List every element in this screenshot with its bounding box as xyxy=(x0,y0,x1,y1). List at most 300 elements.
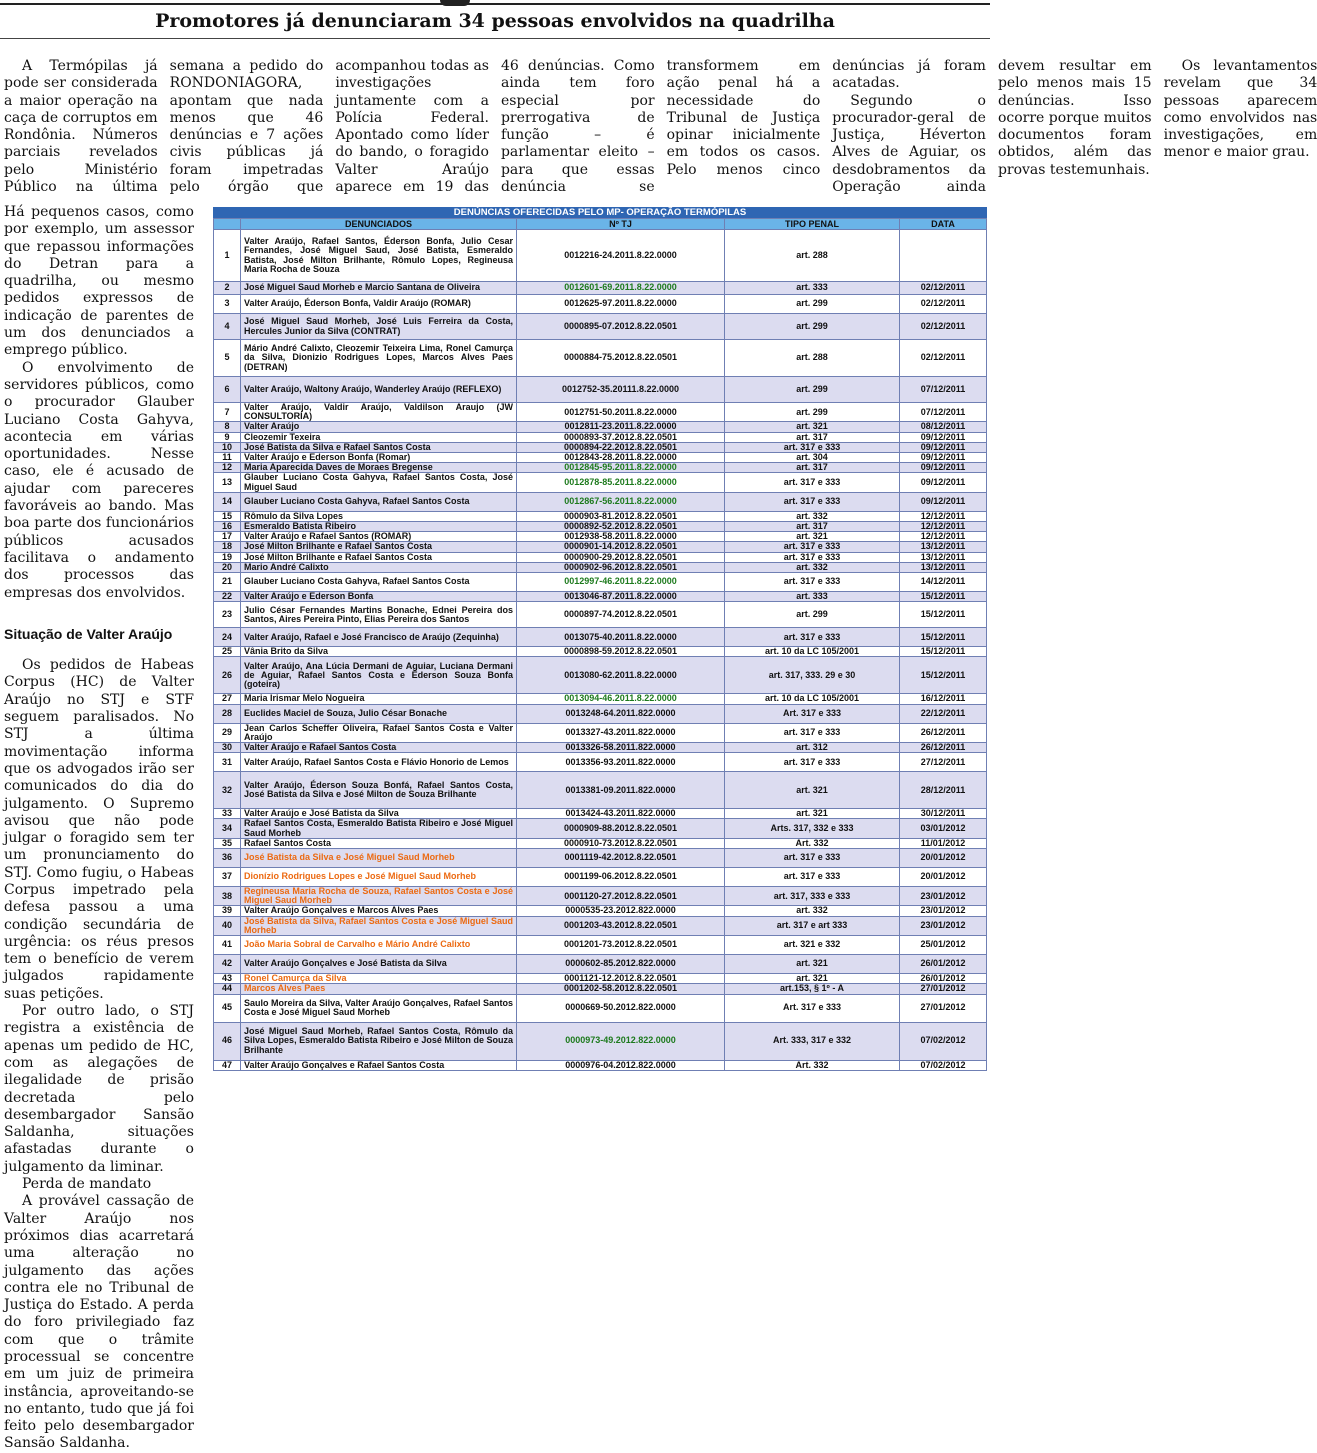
row-tipo-penal: art. 317 e 333 xyxy=(725,753,900,772)
table-row xyxy=(214,906,987,916)
row-tipo-penal: art. 332 xyxy=(725,906,900,916)
row-process-number: 0013248-64.2011.822.0000 xyxy=(517,704,725,723)
row-denunciados: Valter Araújo e Ederson Bonfa (Romar) xyxy=(241,453,517,463)
headline: Promotores já denunciaram 34 pessoas envolvidos na quadrilha xyxy=(155,10,835,32)
row-tipo-penal: art. 317 e 333 xyxy=(725,442,900,452)
row-process-number: 0000903-81.2012.8.22.0501 xyxy=(517,511,725,521)
row-date: 02/12/2011 xyxy=(900,314,987,340)
row-denunciados: Saulo Moreira da Silva, Valter Araújo Gonçalves, Rafael Santos Costa e José Miguel Saud Morheb xyxy=(241,994,517,1022)
row-denunciados: João Maria Sobral de Carvalho e Mário André Calixto xyxy=(241,936,517,955)
row-process-number: 0000902-96.2012.8.22.0501 xyxy=(517,562,725,572)
table-row xyxy=(214,403,987,422)
row-denunciados: Mario André Calixto xyxy=(241,562,517,572)
row-tipo-penal: Arts. 317, 332 e 333 xyxy=(725,819,900,838)
row-tipo-penal: Art. 332 xyxy=(725,1060,900,1070)
row-tipo-penal: art. 317 xyxy=(725,463,900,473)
row-date: 30/12/2011 xyxy=(900,809,987,819)
table-row xyxy=(214,1060,987,1070)
row-denunciados: Glauber Luciano Costa Gahyva, Rafael Santos Costa xyxy=(241,573,517,592)
row-denunciados: Ronel Camurça da Silva xyxy=(241,974,517,984)
row-date: 27/01/2012 xyxy=(900,994,987,1022)
row-tipo-penal: art. 317 e 333 xyxy=(725,849,900,868)
row-process-number: 0000602-85.2012.822.0000 xyxy=(517,955,725,974)
table-row xyxy=(214,314,987,340)
row-denunciados: Glauber Luciano Costa Gahyva, Rafael Santos Costa, José Miguel Saud xyxy=(241,473,517,492)
row-denunciados: Valter Araújo e Rafael Santos (ROMAR) xyxy=(241,532,517,542)
row-date: 09/12/2011 xyxy=(900,492,987,511)
row-date: 12/12/2011 xyxy=(900,522,987,532)
complaints-table xyxy=(213,207,987,1071)
table-row xyxy=(214,809,987,819)
table-row xyxy=(214,1022,987,1060)
row-tipo-penal: art. 321 xyxy=(725,422,900,432)
row-tipo-penal: Art. 317 e 333 xyxy=(725,994,900,1022)
masthead-rule xyxy=(0,0,990,6)
row-denunciados: José Milton Brilhante e Rafael Santos Costa xyxy=(241,542,517,552)
row-tipo-penal: art. 288 xyxy=(725,340,900,377)
row-date: 12/12/2011 xyxy=(900,532,987,542)
left-paragraph-5: Perda de mandato xyxy=(22,1176,152,1193)
row-process-number: 0000901-14.2012.8.22.0501 xyxy=(517,542,725,552)
row-date: 26/01/2012 xyxy=(900,955,987,974)
table-row xyxy=(214,887,987,906)
table-row xyxy=(214,916,987,935)
row-date: 13/12/2011 xyxy=(900,542,987,552)
row-date: 26/01/2012 xyxy=(900,974,987,984)
row-process-number: 0001119-42.2012.8.22.0501 xyxy=(517,849,725,868)
row-tipo-penal: art. 317 e art 333 xyxy=(725,916,900,935)
left-column xyxy=(4,204,194,1452)
row-date: 28/12/2011 xyxy=(900,772,987,809)
row-denunciados: Valter Araújo, Rafael Santos, Éderson Bonfa, Julio Cesar Fernandes, José Miguel Saud, José Batista, Esmeraldo Batista, José Milton Brilhante, Rômulo Lopes, Regineusa Maria Rocha de Souza xyxy=(241,230,517,282)
row-denunciados: Valter Araújo e José Batista da Silva xyxy=(241,809,517,819)
row-process-number: 0000909-88.2012.8.22.0501 xyxy=(517,819,725,838)
row-date: 07/12/2011 xyxy=(900,403,987,422)
row-number: 32 xyxy=(214,772,241,809)
row-date: 27/12/2011 xyxy=(900,753,987,772)
row-tipo-penal: art. 321 xyxy=(725,809,900,819)
row-denunciados: Marcos Alves Paes xyxy=(241,984,517,994)
row-denunciados: Valter Araújo Gonçalves e Marcos Alves Paes xyxy=(241,906,517,916)
row-process-number: 0012843-28.2011.8.22.0000 xyxy=(517,453,725,463)
table-row xyxy=(214,753,987,772)
row-process-number: 0012752-35.20111.8.22.0000 xyxy=(517,377,725,403)
row-date: 02/12/2011 xyxy=(900,295,987,314)
table-row xyxy=(214,955,987,974)
row-denunciados: Esmeraldo Batista Ribeiro xyxy=(241,522,517,532)
table-row xyxy=(214,552,987,562)
row-tipo-penal: art. 332 xyxy=(725,511,900,521)
row-process-number: 0013326-58.2011.822.0000 xyxy=(517,743,725,753)
row-date: 09/12/2011 xyxy=(900,432,987,442)
row-date: 23/01/2012 xyxy=(900,906,987,916)
row-process-number: 0001202-58.2012.8.22.0501 xyxy=(517,984,725,994)
row-date: 23/01/2012 xyxy=(900,887,987,906)
row-denunciados: Jean Carlos Scheffer Oliveira, Rafael Santos Costa e Valter Araújo xyxy=(241,723,517,742)
table-row xyxy=(214,340,987,377)
table-row xyxy=(214,463,987,473)
row-number: 20 xyxy=(214,562,241,572)
row-tipo-penal: art. 321 xyxy=(725,532,900,542)
row-number: 26 xyxy=(214,657,241,694)
table-row xyxy=(214,819,987,838)
table-row xyxy=(214,694,987,704)
row-process-number: 0000894-22.2012.8.22.0501 xyxy=(517,442,725,452)
row-process-number: 0013075-40.2011.8.22.0000 xyxy=(517,628,725,647)
row-denunciados: Maria Aparecida Daves de Moraes Bregense xyxy=(241,463,517,473)
row-process-number: 0000893-37.2012.8.22.0501 xyxy=(517,432,725,442)
row-tipo-penal: art. 317, 333. 29 e 30 xyxy=(725,657,900,694)
row-date: 02/12/2011 xyxy=(900,340,987,377)
row-denunciados: Vânia Brito da Silva xyxy=(241,647,517,657)
row-number: 39 xyxy=(214,906,241,916)
left-paragraph-3: Os pedidos de Habeas Corpus (HC) de Valter Araújo no STJ e STF seguem paralisados. No STJ a última movimentação informa que os advogados irão ser comunicados do dia do julgamento. O Supremo avisou que não pode julgar o foragido sem ter um pronunciamento do STJ. Como fugiu, o Habeas Corpus impetrado pela defesa passou a uma condição secundária de urgência: os réus presos tem o benefício de verem julgados rapidamente suas petições. xyxy=(4,657,194,1002)
row-number: 5 xyxy=(214,340,241,377)
row-process-number: 0001199-06.2012.8.22.0501 xyxy=(517,868,725,887)
row-denunciados: Rafael Santos Costa xyxy=(241,838,517,848)
row-process-number: 0013356-93.2011.822.0000 xyxy=(517,753,725,772)
row-tipo-penal: art. 333 xyxy=(725,282,900,295)
row-number: 11 xyxy=(214,453,241,463)
row-date: 07/02/2012 xyxy=(900,1022,987,1060)
row-date: 02/12/2011 xyxy=(900,282,987,295)
row-number: 38 xyxy=(214,887,241,906)
row-date: 15/12/2011 xyxy=(900,592,987,602)
row-process-number: 0000535-23.2012.822.0000 xyxy=(517,906,725,916)
row-number: 7 xyxy=(214,403,241,422)
row-process-number: 0000892-52.2012.8.22.0501 xyxy=(517,522,725,532)
row-tipo-penal: art. 10 da LC 105/2001 xyxy=(725,694,900,704)
row-process-number: 0012938-58.2011.8.22.0000 xyxy=(517,532,725,542)
row-tipo-penal: art. 304 xyxy=(725,453,900,463)
row-date: 15/12/2011 xyxy=(900,602,987,628)
intro-paragraph-1: A Termópilas já pode ser considerada a maior operação na caça de corruptos em Rondônia. Números parciais revelados pelo Ministério Público na última semana a pedido do RONDONIAGORA, apontam que nada menos que 46 denúncias e 7 ações civis públicas já foram impetradas pelo órgão que acompanhou todas as investigações juntamente com a Polícia Federal. Apontado como líder do bando, o foragido Valter Araújo aparece em 19 das 46 denúncias. Como ainda tem foro especial por prerrogativa de função – é parlamentar eleito – para que essas denúncia se transformem em ação penal há a necessidade do Tribunal de Justiça opinar inicialmente em todos os casos. Pelo menos cinco denúncias já foram acatadas. xyxy=(4,58,986,196)
headline-divider xyxy=(0,38,990,39)
row-process-number: 0000895-07.2012.8.22.0501 xyxy=(517,314,725,340)
row-number: 2 xyxy=(214,282,241,295)
row-number: 24 xyxy=(214,628,241,647)
table-row xyxy=(214,647,987,657)
row-date: 09/12/2011 xyxy=(900,453,987,463)
row-number: 41 xyxy=(214,936,241,955)
row-denunciados: Cleozemir Texeira xyxy=(241,432,517,442)
row-tipo-penal: art. 333 xyxy=(725,592,900,602)
row-number: 34 xyxy=(214,819,241,838)
row-number: 44 xyxy=(214,984,241,994)
row-date: 07/12/2011 xyxy=(900,377,987,403)
header-denunciados: DENUNCIADOS xyxy=(241,219,517,230)
row-process-number: 0000973-49.2012.822.0000 xyxy=(517,1022,725,1060)
table-row xyxy=(214,432,987,442)
table-row xyxy=(214,772,987,809)
row-denunciados: Valter Araújo e Ederson Bonfa xyxy=(241,592,517,602)
table-row xyxy=(214,974,987,984)
row-date: 12/12/2011 xyxy=(900,511,987,521)
row-number: 36 xyxy=(214,849,241,868)
row-process-number: 0000898-59.2012.8.22.0501 xyxy=(517,647,725,657)
row-denunciados: Regineusa Maria Rocha de Souza, Rafael Santos Costa e José Miguel Saud Morheb xyxy=(241,887,517,906)
row-denunciados: José Milton Brilhante e Rafael Santos Costa xyxy=(241,552,517,562)
row-number: 45 xyxy=(214,994,241,1022)
row-date: 07/02/2012 xyxy=(900,1060,987,1070)
row-number: 17 xyxy=(214,532,241,542)
row-tipo-penal: art. 288 xyxy=(725,230,900,282)
row-number: 21 xyxy=(214,573,241,592)
row-denunciados: Valter Araújo xyxy=(241,422,517,432)
table-row xyxy=(214,704,987,723)
table-row xyxy=(214,377,987,403)
row-number: 10 xyxy=(214,442,241,452)
table-row xyxy=(214,295,987,314)
table-row xyxy=(214,230,987,282)
table-row xyxy=(214,723,987,742)
row-number: 22 xyxy=(214,592,241,602)
row-process-number: 0000669-50.2012.822.0000 xyxy=(517,994,725,1022)
row-number: 30 xyxy=(214,743,241,753)
table-row xyxy=(214,511,987,521)
row-tipo-penal: art. 299 xyxy=(725,295,900,314)
row-number: 6 xyxy=(214,377,241,403)
intro-paragraph-2: Segundo o procurador-geral de Justiça, Héverton Alves de Aguiar, os desdobramentos da Operação ainda devem resultar em pelo menos mais 15 denúncias. Isso ocorre porque muitos documentos foram obtidos, além das provas testemunhais. xyxy=(832,58,1152,196)
row-process-number: 0013094-46.2011.8.22.0000 xyxy=(517,694,725,704)
row-process-number: 0012751-50.2011.8.22.0000 xyxy=(517,403,725,422)
row-date: 14/12/2011 xyxy=(900,573,987,592)
row-tipo-penal: Art. 333, 317 e 332 xyxy=(725,1022,900,1060)
row-number: 27 xyxy=(214,694,241,704)
table-row xyxy=(214,657,987,694)
row-process-number: 0001120-27.2012.8.22.0501 xyxy=(517,887,725,906)
row-process-number: 0013046-87.2011.8.22.0000 xyxy=(517,592,725,602)
row-tipo-penal: art. 10 da LC 105/2001 xyxy=(725,647,900,657)
table-row xyxy=(214,936,987,955)
row-date: 15/12/2011 xyxy=(900,657,987,694)
row-process-number: 0012878-85.2011.8.22.0000 xyxy=(517,473,725,492)
row-process-number: 0013381-09.2011.822.0000 xyxy=(517,772,725,809)
row-denunciados: Valter Araújo Gonçalves e José Batista da Silva xyxy=(241,955,517,974)
row-denunciados: Mário André Calixto, Cleozemir Teixeira Lima, Ronel Camurça da Silva, Dionizio Rodrigues Lopes, Marcos Alves Paes (DETRAN) xyxy=(241,340,517,377)
row-denunciados: Dionízio Rodrigues Lopes e José Miguel Saud Morheb xyxy=(241,868,517,887)
row-date: 11/01/2012 xyxy=(900,838,987,848)
row-date: 09/12/2011 xyxy=(900,473,987,492)
table-body xyxy=(214,230,987,1071)
table-row xyxy=(214,422,987,432)
row-number: 9 xyxy=(214,432,241,442)
row-denunciados: Valter Araújo e Rafael Santos Costa xyxy=(241,743,517,753)
row-number: 33 xyxy=(214,809,241,819)
row-denunciados: Rômulo da Silva Lopes xyxy=(241,511,517,521)
table-header-row xyxy=(214,219,987,230)
row-date: 26/12/2011 xyxy=(900,723,987,742)
row-tipo-penal: art. 312 xyxy=(725,743,900,753)
row-denunciados: Valter Araújo, Valdir Araújo, Valdilson Araujo (JW CONSULTORIA) xyxy=(241,403,517,422)
row-date xyxy=(900,230,987,282)
row-date: 15/12/2011 xyxy=(900,647,987,657)
row-denunciados: José Miguel Saud Morheb, Rafael Santos Costa, Rômulo da Silva Lopes, Esmeraldo Batista Ribeiro e José Milton de Souza Brilhante xyxy=(241,1022,517,1060)
row-tipo-penal: Art. 332 xyxy=(725,838,900,848)
table-row xyxy=(214,532,987,542)
row-number: 16 xyxy=(214,522,241,532)
row-process-number: 0013327-43.2011.822.0000 xyxy=(517,723,725,742)
row-number: 31 xyxy=(214,753,241,772)
row-process-number: 0013080-62.2011.8.22.0000 xyxy=(517,657,725,694)
row-tipo-penal: art. 317 e 333 xyxy=(725,473,900,492)
row-tipo-penal: art. 317 e 333 xyxy=(725,492,900,511)
row-tipo-penal: art. 299 xyxy=(725,403,900,422)
row-tipo-penal: art. 317 xyxy=(725,522,900,532)
row-denunciados: Rafael Santos Costa, Esmeraldo Batista Ribeiro e José Miguel Saud Morheb xyxy=(241,819,517,838)
row-denunciados: Valter Araújo Gonçalves e Rafael Santos Costa xyxy=(241,1060,517,1070)
row-number: 25 xyxy=(214,647,241,657)
intro-paragraph-3: Os levantamentos revelam que 34 pessoas aparecem como envolvidos nas investigações, em menor e maior grau. xyxy=(1163,58,1317,161)
row-denunciados: Maria Irismar Melo Nogueira xyxy=(241,694,517,704)
row-date: 20/01/2012 xyxy=(900,849,987,868)
row-process-number: 0000884-75.2012.8.22.0501 xyxy=(517,340,725,377)
row-number: 43 xyxy=(214,974,241,984)
row-date: 13/12/2011 xyxy=(900,552,987,562)
row-date: 20/01/2012 xyxy=(900,868,987,887)
row-tipo-penal: art. 317 e 333 xyxy=(725,552,900,562)
row-tipo-penal: art. 321 xyxy=(725,974,900,984)
row-process-number: 0000900-29.2012.8.22.0501 xyxy=(517,552,725,562)
intro-columns xyxy=(4,58,1317,198)
row-process-number: 0000976-04.2012.822.0000 xyxy=(517,1060,725,1070)
row-date: 23/01/2012 xyxy=(900,916,987,935)
row-process-number: 0001201-73.2012.8.22.0501 xyxy=(517,936,725,955)
row-tipo-penal: art. 321 xyxy=(725,772,900,809)
row-number: 40 xyxy=(214,916,241,935)
row-denunciados: Valter Araújo, Rafael e José Francisco de Araújo (Zequinha) xyxy=(241,628,517,647)
row-number: 42 xyxy=(214,955,241,974)
subhead-valter: Situação de Valter Araújo xyxy=(4,625,173,642)
table-row xyxy=(214,743,987,753)
row-tipo-penal: art. 332 xyxy=(725,562,900,572)
row-date: 16/12/2011 xyxy=(900,694,987,704)
header-ntj: Nº TJ xyxy=(517,219,725,230)
row-number: 29 xyxy=(214,723,241,742)
table-row xyxy=(214,282,987,295)
row-process-number: 0012811-23.2011.8.22.0000 xyxy=(517,422,725,432)
row-number: 46 xyxy=(214,1022,241,1060)
row-denunciados: José Batista da Silva e Rafael Santos Costa xyxy=(241,442,517,452)
table-row xyxy=(214,838,987,848)
row-tipo-penal: art. 299 xyxy=(725,314,900,340)
row-number: 15 xyxy=(214,511,241,521)
row-tipo-penal: art. 317 e 333 xyxy=(725,628,900,647)
row-number: 3 xyxy=(214,295,241,314)
row-tipo-penal: art. 321 xyxy=(725,955,900,974)
row-tipo-penal: art. 317 e 333 xyxy=(725,868,900,887)
row-tipo-penal: art. 317 e 333 xyxy=(725,573,900,592)
table-row xyxy=(214,522,987,532)
row-process-number: 0012867-56.2011.8.22.0000 xyxy=(517,492,725,511)
row-tipo-penal: art. 317, 333 e 333 xyxy=(725,887,900,906)
row-tipo-penal: art. 299 xyxy=(725,602,900,628)
row-number: 13 xyxy=(214,473,241,492)
row-tipo-penal: art. 317 e 333 xyxy=(725,542,900,552)
row-tipo-penal: Art. 317 e 333 xyxy=(725,704,900,723)
table-row xyxy=(214,984,987,994)
row-date: 22/12/2011 xyxy=(900,704,987,723)
row-date: 09/12/2011 xyxy=(900,463,987,473)
header-tipo-penal: TIPO PENAL xyxy=(725,219,900,230)
table-row xyxy=(214,542,987,552)
left-paragraph-2: O envolvimento de servidores públicos, como o procurador Glauber Luciano Costa Gahyva, acontecia em várias oportunidades. Nesse caso, ele é acusado de ajudar com pareceres favoráveis ao bando. Mas boa parte dos funcionários públicos acusados facilitava o andamento dos processos das empresas dos envolvidos. xyxy=(4,359,194,601)
row-denunciados: Euclides Maciel de Souza, Julio César Bonache xyxy=(241,704,517,723)
row-tipo-penal: art. 317 xyxy=(725,432,900,442)
table-title: DENÚNCIAS OFERECIDAS PELO MP- OPERAÇÃO TERMÓPILAS xyxy=(213,207,987,218)
row-process-number: 0012625-97.2011.8.22.0000 xyxy=(517,295,725,314)
row-denunciados: Valter Araújo, Éderson Bonfa, Valdir Araújo (ROMAR) xyxy=(241,295,517,314)
table-row xyxy=(214,473,987,492)
row-tipo-penal: art. 299 xyxy=(725,377,900,403)
row-denunciados: Glauber Luciano Costa Gahyva, Rafael Santos Costa xyxy=(241,492,517,511)
row-date: 25/01/2012 xyxy=(900,936,987,955)
header-data: DATA xyxy=(900,219,987,230)
left-paragraph-1: Há pequenos casos, como por exemplo, um assessor que repassou informações do Detran para a quadrilha, ou mesmo pedidos expressos de indicação de parentes de um dos denunciados a emprego público. xyxy=(4,204,194,359)
row-denunciados: Valter Araújo, Éderson Souza Bonfá, Rafael Santos Costa, José Batista da Silva e José Milton de Souza Brilhante xyxy=(241,772,517,809)
row-date: 13/12/2011 xyxy=(900,562,987,572)
row-process-number: 0000910-73.2012.8.22.0501 xyxy=(517,838,725,848)
row-number: 23 xyxy=(214,602,241,628)
row-denunciados: Valter Araújo, Ana Lúcia Dermani de Aguiar, Luciana Dermani de Aguiar, Rafael Santos Costa e Éderson Souza Bonfa (goteira) xyxy=(241,657,517,694)
row-denunciados: José Batista da Silva, Rafael Santos Costa e José Miguel Saud Morheb xyxy=(241,916,517,935)
row-denunciados: Julio César Fernandes Martins Bonache, Ednei Pereira dos Santos, Aires Pereira Pinto, Elias Pereira dos Santos xyxy=(241,602,517,628)
row-number: 14 xyxy=(214,492,241,511)
table-row xyxy=(214,592,987,602)
table-row xyxy=(214,994,987,1022)
row-date: 09/12/2011 xyxy=(900,442,987,452)
row-denunciados: José Miguel Saud Morheb e Marcio Santana de Oliveira xyxy=(241,282,517,295)
table-row xyxy=(214,453,987,463)
row-number: 8 xyxy=(214,422,241,432)
row-tipo-penal: art. 321 e 332 xyxy=(725,936,900,955)
row-date: 26/12/2011 xyxy=(900,743,987,753)
table-row xyxy=(214,442,987,452)
table-row xyxy=(214,492,987,511)
row-tipo-penal: art. 317 e 333 xyxy=(725,723,900,742)
row-denunciados: Valter Araújo, Waltony Araújo, Wanderley Araújo (REFLEXO) xyxy=(241,377,517,403)
row-denunciados: Valter Araújo, Rafael Santos Costa e Flávio Honorio de Lemos xyxy=(241,753,517,772)
row-process-number: 0012845-95.2011.8.22.0000 xyxy=(517,463,725,473)
table-row xyxy=(214,868,987,887)
row-process-number: 0013424-43.2011.822.0000 xyxy=(517,809,725,819)
row-tipo-penal: art.153, § 1º - A xyxy=(725,984,900,994)
row-process-number: 0001121-12.2012.8.22.0501 xyxy=(517,974,725,984)
row-number: 1 xyxy=(214,230,241,282)
row-number: 19 xyxy=(214,552,241,562)
table-row xyxy=(214,849,987,868)
row-date: 03/01/2012 xyxy=(900,819,987,838)
table-row xyxy=(214,562,987,572)
complaints-table-wrap xyxy=(213,207,986,1071)
row-process-number: 0000897-74.2012.8.22.0501 xyxy=(517,602,725,628)
row-date: 27/01/2012 xyxy=(900,984,987,994)
header-number xyxy=(214,219,241,230)
left-paragraph-6: A provável cassação de Valter Araújo nos próximos dias acarretará uma alteração no julgamento das ações contra ele no Tribunal de Justiça do Estado. A perda do foro privilegiado faz com que o trâmite processual se concentre em um juiz de primeira instância, aproveitando-se no entanto, tudo que já foi feito pelo desembargador Sansão Saldanha. xyxy=(4,1193,194,1452)
table-row xyxy=(214,573,987,592)
row-date: 08/12/2011 xyxy=(900,422,987,432)
row-denunciados: José Miguel Saud Morheb, José Luis Ferreira da Costa, Hercules Junior da Silva (CONTRAT) xyxy=(241,314,517,340)
row-process-number: 0012601-69.2011.8.22.0000 xyxy=(517,282,725,295)
left-paragraph-4: Por outro lado, o STJ registra a existência de apenas um pedido de HC, com as alegações de ilegalidade de prisão decretada pelo desembargador Sansão Saldanha, situações afastadas durante o julgamento da liminar. xyxy=(4,1003,194,1175)
row-process-number: 0001203-43.2012.8.22.0501 xyxy=(517,916,725,935)
row-number: 28 xyxy=(214,704,241,723)
row-process-number: 0012997-46.2011.8.22.0000 xyxy=(517,573,725,592)
table-row xyxy=(214,602,987,628)
row-denunciados: José Batista da Silva e José Miguel Saud Morheb xyxy=(241,849,517,868)
row-date: 15/12/2011 xyxy=(900,628,987,647)
table-row xyxy=(214,628,987,647)
